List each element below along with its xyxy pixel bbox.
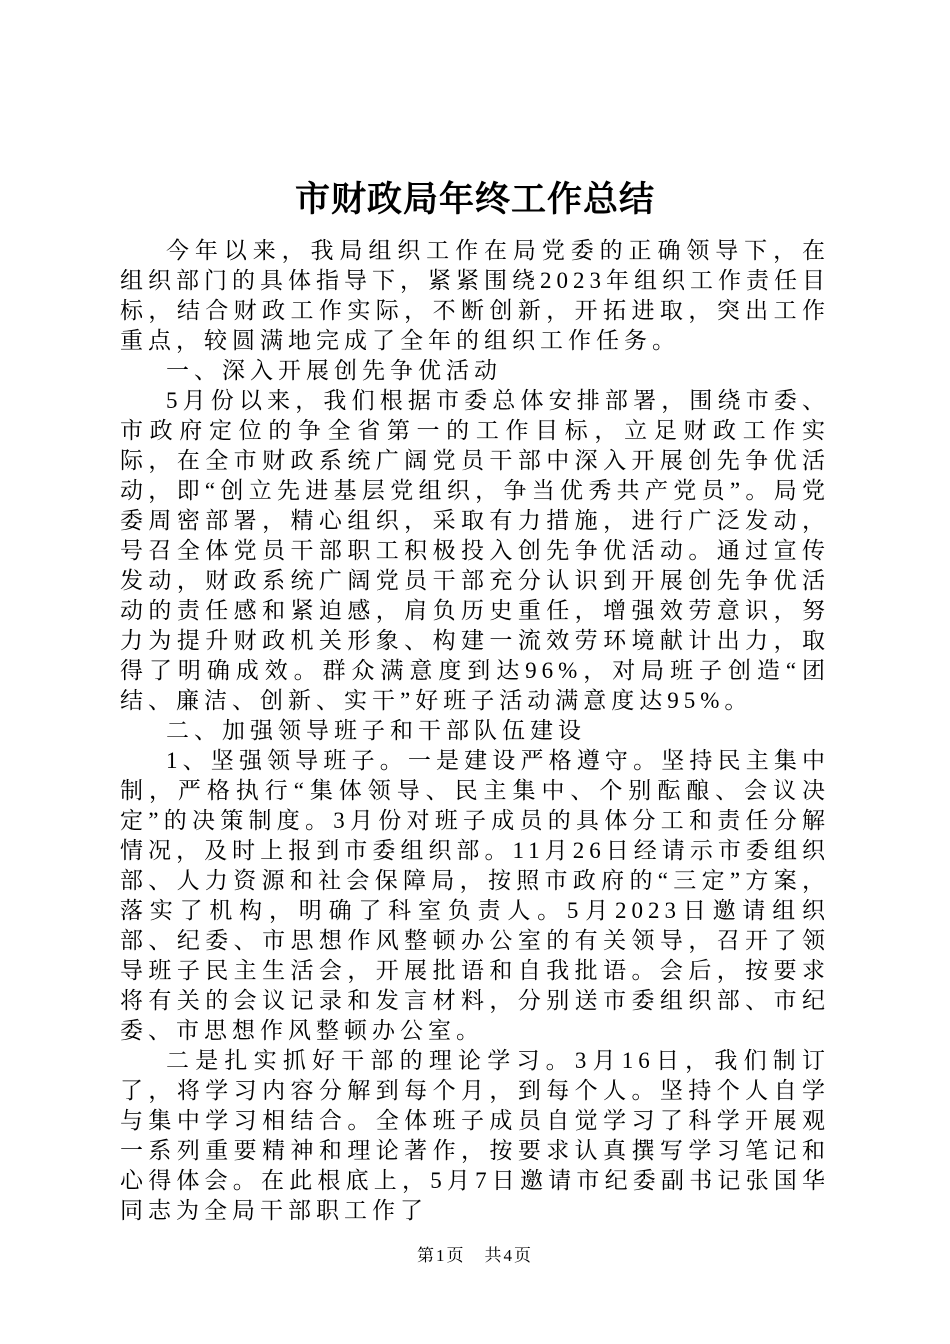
paragraph: 今年以来，我局组织工作在局党委的正确领导下，在组织部门的具体指导下，紧紧围绕2023年组织工作责任目标，结合财政工作实际，不断创新，开拓进取，突出工作重点，较圆满地完成了全年的组织工作任务。 (120, 238, 830, 353)
paragraph: 二是扎实抓好干部的理论学习。3月16日，我们制订了，将学习内容分解到每个月，到每个人。坚持个人自学与集中学习相结合。全体班子成员自觉学习了科学开展观一系列重要精神和理论著作，按要求认真撰写学习笔记和心得体会。在此根底上，5月7日邀请市纪委副书记张国华同志为全局干部职工作了 (120, 1048, 830, 1223)
paragraph-list (120, 236, 830, 1226)
paragraph: 5月份以来，我们根据市委总体安排部署，围绕市委、市政府定位的争全省第一的工作目标，立足财政工作实际，在全市财政系统广阔党员干部中深入开展创先争优活动，即“创立先进基层党组织，争当优秀共产党员”。局党委周密部署，精心组织，采取有力措施，进行广泛发动，号召全体党员干部职工积极投入创先争优活动。通过宣传发动，财政系统广阔党员干部充分认识到开展创先争优活动的责任感和紧迫感，肩负历史重任，增强效劳意识，努力为提升财政机关形象、构建一流效劳环境献计出力，取得了明确成效。群众满意度到达96%，对局班子创造“团结、廉洁、创新、实干”好班子活动满意度达95%。 (120, 388, 830, 713)
page-footer: 第1页 共4页 (417, 1246, 533, 1265)
section-heading: 一、深入开展创先争优活动 (166, 358, 502, 383)
document-title: 市财政局年终工作总结 (294, 180, 655, 219)
paragraph: 1、坚强领导班子。一是建设严格遵守。坚持民主集中制，严格执行“集体领导、民主集中、个别酝酿、会议决定”的决策制度。3月份对班子成员的具体分工和责任分解情况，及时上报到市委组织部。11月26日经请示市委组织部、人力资源和社会保障局，按照市政府的“三定”方案，落实了机构，明确了科室负责人。5月2023日邀请组织部、纪委、市思想作风整顿办公室的有关领导，召开了领导班子民主生活会，开展批语和自我批语。会后，按要求将有关的会议记录和发言材料，分别送市委组织部、市纪委、市思想作风整顿办公室。 (120, 748, 830, 1043)
section-heading: 二、加强领导班子和干部队伍建设 (166, 718, 586, 743)
